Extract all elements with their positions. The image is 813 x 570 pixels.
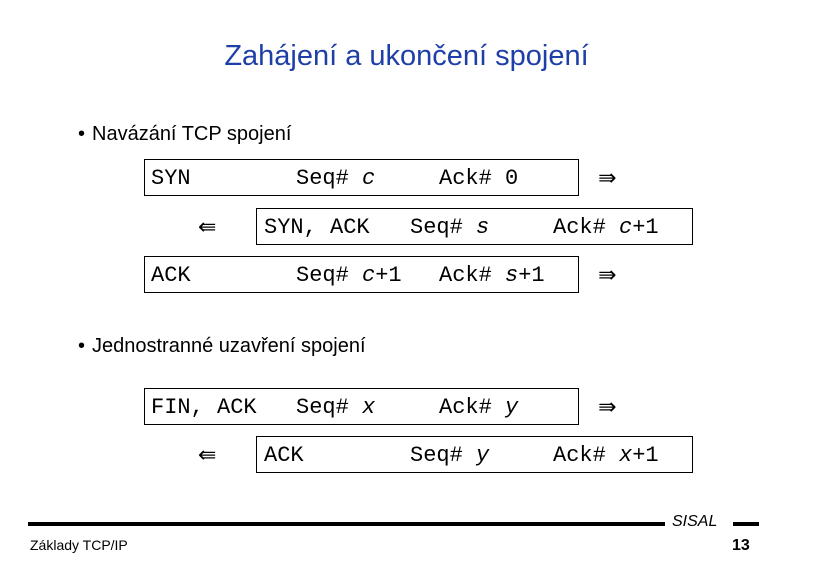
seq-label: Seq# [296,166,363,191]
seq-field [296,263,402,289]
section-heading: Jednostranné uzavření spojení [92,335,366,357]
ack-label: Ack# [439,166,506,191]
ack-label: Ack# [553,215,620,240]
ack-field [553,215,659,241]
arrow-right-icon: ⇛ [598,166,617,191]
seq-label: Seq# [296,395,363,420]
slide-title: Zahájení a ukončení spojení [224,40,589,72]
ack-field [439,166,518,192]
packet-flags: FIN, ACK [151,395,257,420]
seq-increment: +1 [375,263,402,288]
packet-flags: ACK [264,443,304,468]
ack-field [439,263,545,289]
ack-increment: +1 [518,263,545,288]
seq-value: s [476,215,490,240]
seq-value: c [362,166,376,191]
footer-rule-right [733,522,759,526]
footer-brand: SISAL [672,513,718,530]
packet-flags: SYN, ACK [264,215,370,240]
arrow-right-icon: ⇛ [598,395,617,420]
ack-field [553,443,659,469]
ack-increment: +1 [632,215,659,240]
seq-field [296,166,375,192]
bullet-half-close [78,335,366,358]
ack-value: s [505,263,519,288]
seq-field [410,215,489,241]
ack-field [439,395,518,421]
arrow-right-icon: ⇛ [598,263,617,288]
seq-label: Seq# [410,215,477,240]
footer-rule-left [28,522,665,526]
packet-flags: ACK [151,263,191,288]
ack-label: Ack# [553,443,620,468]
seq-value: y [476,443,490,468]
seq-field [410,443,489,469]
footer-title: Základy TCP/IP [30,537,128,553]
section-heading: Navázání TCP spojení [92,123,292,145]
bullet-tcp-handshake [78,123,291,146]
ack-value: 0 [505,166,519,191]
bullet-dot: • [78,123,86,145]
arrow-left-icon: ⇚ [198,443,217,468]
ack-label: Ack# [439,263,506,288]
ack-label: Ack# [439,395,506,420]
seq-label: Seq# [410,443,477,468]
seq-field [296,395,375,421]
bullet-dot: • [78,335,86,357]
ack-increment: +1 [632,443,659,468]
page-number: 13 [732,537,750,554]
seq-label: Seq# [296,263,363,288]
arrow-left-icon: ⇚ [198,215,217,240]
seq-value: x [362,395,376,420]
packet-flags: SYN [151,166,191,191]
ack-value: x [619,443,633,468]
seq-value: c [362,263,376,288]
ack-value: c [619,215,633,240]
ack-value: y [505,395,519,420]
